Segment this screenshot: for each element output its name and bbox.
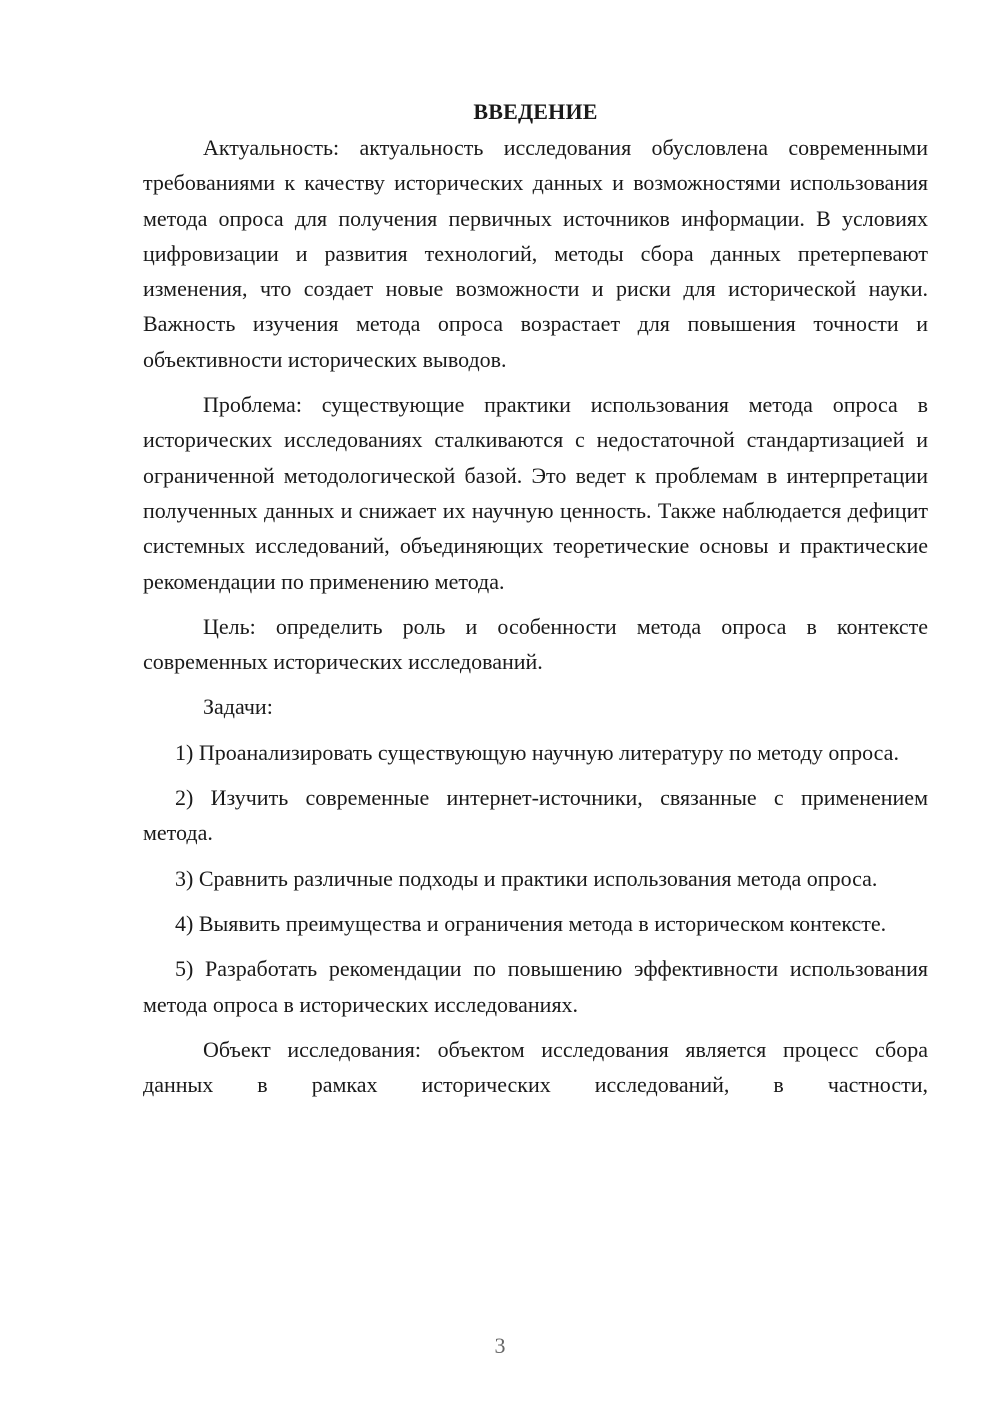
- problem-paragraph: Проблема: существующие практики использования метода опроса в исторических исследованиях сталкиваются с недостаточной стандартизацией и ограниченной методологической базой. Это ведет к проблемам в интерпретации полученных данных и снижает их научную ценность. Также наблюдается дефицит системных исследований, объединяющих теоретические основы и практические рекомендации по применению метода.: [143, 392, 928, 594]
- relevance-paragraph: Актуальность: актуальность исследования обусловлена современными требованиями к качеству исторических данных и возможностями использования метода опроса для получения первичных источников информации. В условиях цифровизации и развития технологий, методы сбора данных претерпевают изменения, что создает новые возможности и риски для исторической науки. Важность изучения метода опроса возрастает для повышения точности и объективности исторических выводов.: [143, 135, 928, 372]
- goal-paragraph: Цель: определить роль и особенности метода опроса в контексте современных исторических исследований.: [143, 613, 928, 675]
- task-item-1: 1) Проанализировать существующую научную литературу по методу опроса.: [175, 739, 899, 765]
- object-paragraph: Объект исследования: объектом исследования является процесс сбора данных в рамках исторических исследований, в частности,: [143, 1036, 928, 1098]
- task-item-4: 4) Выявить преимущества и ограничения метода в историческом контексте.: [175, 910, 887, 936]
- tasks-heading: Задачи:: [203, 694, 273, 720]
- task-item-2: 2) Изучить современные интернет-источники, связанные с применением метода.: [143, 785, 928, 846]
- page-number: 3: [494, 1333, 506, 1358]
- document-page: [143, 94, 928, 1102]
- page-title: ВВЕДЕНИЕ: [473, 99, 598, 124]
- task-item-5: 5) Разработать рекомендации по повышению эффективности использования метода опроса в исторических исследованиях.: [143, 956, 928, 1017]
- task-item-3: 3) Сравнить различные подходы и практики использования метода опроса.: [175, 865, 878, 891]
